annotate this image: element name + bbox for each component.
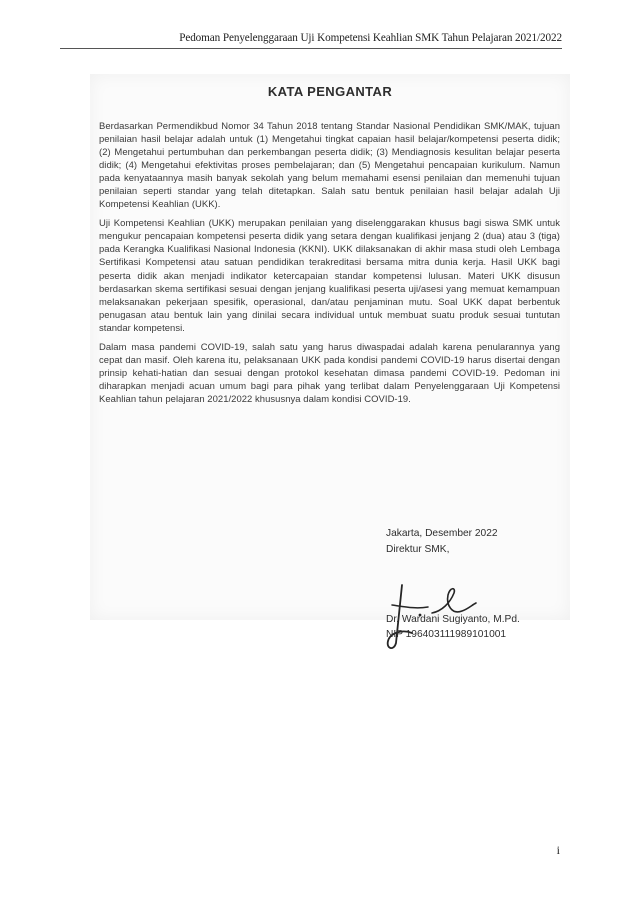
letter-body xyxy=(99,120,560,412)
scanned-letter xyxy=(90,74,570,640)
letter-title: KATA PENGANTAR xyxy=(267,84,393,99)
running-header xyxy=(60,32,562,49)
letter-paragraph-2: Uji Kompetensi Keahlian (UKK) merupakan penilaian yang diselenggarakan khusus bagi siswa SMK untuk mengukur pencapaian kompetensi peserta didik yang setara dengan kualifikasi jenjang 2 (dua) atau 3 (tiga) pada Kerangka Kualifikasi Nasional Indonesia (KKNI). UKK dilaksanakan di akhir masa studi oleh Lembaga Sertifikasi Kompetensi atau satuan pendidikan terakreditasi bersama mitra dunia kerja. Hasil UKK bagi peserta didik akan menjadi indikator ketercapaian standar kompetensi lulusan. Materi UKK disusun berdasarkan skema sertifikasi sesuai dengan jenjang kualifikasi peserta uji/asesi yang memuat kemampuan melaksanakan pekerjaan spesifik, operasional, dan/atau penjaminan mutu. Soal UKK dapat berbentuk penugasan atau bentuk lain yang dinilai secara individual untuk membuat suatu produk sesuai tuntutan standar kompetensi. xyxy=(99,218,560,334)
signature-role: Direktur SMK, xyxy=(386,544,450,555)
signature-place-date: Jakarta, Desember 2022 xyxy=(386,528,498,539)
page-number: i xyxy=(556,843,560,857)
signature-nip: NIP 196403111989101001 xyxy=(386,629,507,640)
letter-paragraph-3: Dalam masa pandemi COVID-19, salah satu yang harus diwaspadai adalah karena penularannya yang cepat dan masif. Oleh karena itu, pelaksanaan UKK pada kondisi pandemi COVID-19 harus disertai dengan prinsip kehati-hatian dan sesuai dengan protokol kesehatan dimasa pandemi COVID-19. Pedoman ini diharapkan menjadi acuan umum bagi para pihak yang terlibat dalam Penyelenggaraan Uji Kompetensi Keahlian tahun pelajaran 2021/2022 khususnya dalam kondisi COVID-19. xyxy=(99,341,560,405)
signature-name: Dr. Wardani Sugiyanto, M.Pd. xyxy=(386,614,520,625)
letter-paragraph-1: Berdasarkan Permendikbud Nomor 34 Tahun 2018 tentang Standar Nasional Pendidikan SMK/MAK, tujuan penilaian hasil belajar adalah untuk (1) Mengetahui tingkat capaian hasil belajar/kompetensi peserta didik; (2) Mengetahui pertumbuhan dan perkembangan peserta didik; (3) Mendiagnosis kesulitan belajar peserta didik; (4) Mengetahui efektivitas proses pembelajaran; dan (5) Mengetahui pencapaian kurikulum. Namun pada kenyataannya masih banyak sekolah yang belum memahami esensi penilaian dan memenuhi tujuan penilaian seperti standar yang telah ditetapkan. Salah satu bentuk penilaian hasil belajar adalah Uji Kompetensi Keahlian (UKK). xyxy=(99,121,560,211)
running-header-title: Pedoman Penyelenggaraan Uji Kompetensi Keahlian SMK Tahun Pelajaran 2021/2022 xyxy=(179,32,562,44)
